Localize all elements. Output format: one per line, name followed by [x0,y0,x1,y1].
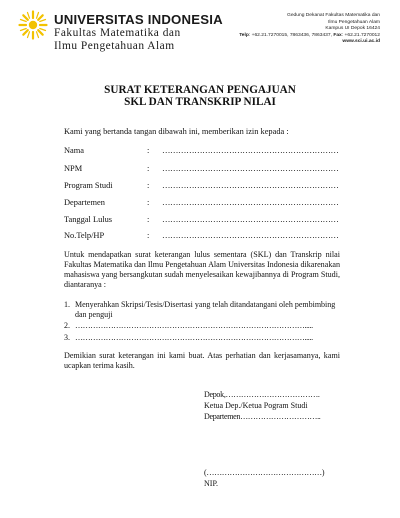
field-colon: : [147,215,150,224]
document-title-line1: SURAT KETERANGAN PENGAJUAN [104,84,296,96]
list-number: 1. [64,300,70,309]
website: www.sci.ui.ac.id [342,39,380,45]
field-blank[interactable]: ………………………………………………………… [162,164,339,173]
field-colon: : [147,231,150,240]
address-line3: Kampus UI Depok 16424 [325,26,380,32]
closing-paragraph: Demikian surat keterangan ini kami buat. Atas perhatian dan kerjasamanya, kami ucapkan terima kasih. [64,351,340,370]
field-label: Nama [64,146,84,155]
field-label: No.Telp/HP [64,231,105,240]
field-label: Tanggal Lulus [64,215,113,224]
signature-role: Ketua Dep./Ketua Pogram Studi [204,401,308,410]
field-no-telp [64,231,340,243]
field-colon: : [147,181,150,190]
field-colon: : [147,146,150,155]
field-blank[interactable]: ………………………………………………………… [162,215,339,224]
signature-nip: NIP. [204,479,219,488]
list-blank[interactable]: ………………………………………………………………………………..... [75,321,313,330]
signature-name-line: (………………………………………) [204,468,325,477]
field-blank[interactable]: ………………………………………………………… [162,181,339,190]
field-blank[interactable]: ………………………………………………………… [162,198,339,207]
fax-label: Fax [333,32,342,38]
intro-text: Kami yang bertanda tangan dibawah ini, memberikan izin kepada : [64,127,289,136]
faculty-name-line1: Fakultas Matematika dan [54,27,181,39]
letterhead [54,12,223,52]
field-colon: : [147,164,150,173]
field-departemen [64,198,340,210]
document-title-line2: SKL DAN TRANSKRIP NILAI [124,96,276,108]
field-blank[interactable]: ………………………………………………………… [162,231,339,240]
field-label: Program Studi [64,181,113,190]
university-logo-icon [18,10,48,40]
body-paragraph: Untuk mendapatkan surat keterangan lulus sementara (SKL) dan Transkrip nilai Fakultas Matematika dan Ilmu Pengetahuan Alam Universitas Indonesia dikarenakan mahasiswa yang bersangkutan sudah menyelesaikan kewajibannya di Program Studi, diantaranya : [64,250,341,289]
list-text: Menyerahkan Skripsi/Tesis/Disertasi yang telah ditandatangani oleh pembimbing dan penguji [75,300,336,319]
field-nama [64,146,340,158]
faculty-name-line2: Ilmu Pengetahuan Alam [54,39,175,52]
field-tanggal-lulus [64,215,340,227]
signature-department: Departemen………………………….. [204,412,321,421]
contact-info [239,13,380,46]
fax-value: : +62.21.7270012 [341,32,380,38]
list-number: 2. [64,321,70,330]
field-label: Departemen [64,198,105,207]
university-name: UNIVERSITAS INDONESIA [54,12,223,27]
field-blank[interactable]: ………………………………………………………… [162,146,339,155]
field-label: NPM [64,164,83,173]
list-number: 3. [64,333,70,342]
field-npm [64,164,340,176]
signature-place-date: Depok,………………………………. [204,390,320,399]
tel-label: Telp [239,32,249,38]
list-blank[interactable]: ………………………………………………………………………………..... [75,333,313,342]
address-line1: Gedung Dekanat Fakultas Matematika dan [287,13,380,18]
field-colon: : [147,198,150,207]
address-line2: Ilmu Pengetahuan Alam [328,19,380,25]
field-program-studi [64,181,340,193]
tel-value: : +62.21.7270015, 7863436, 7863437, [248,32,332,38]
